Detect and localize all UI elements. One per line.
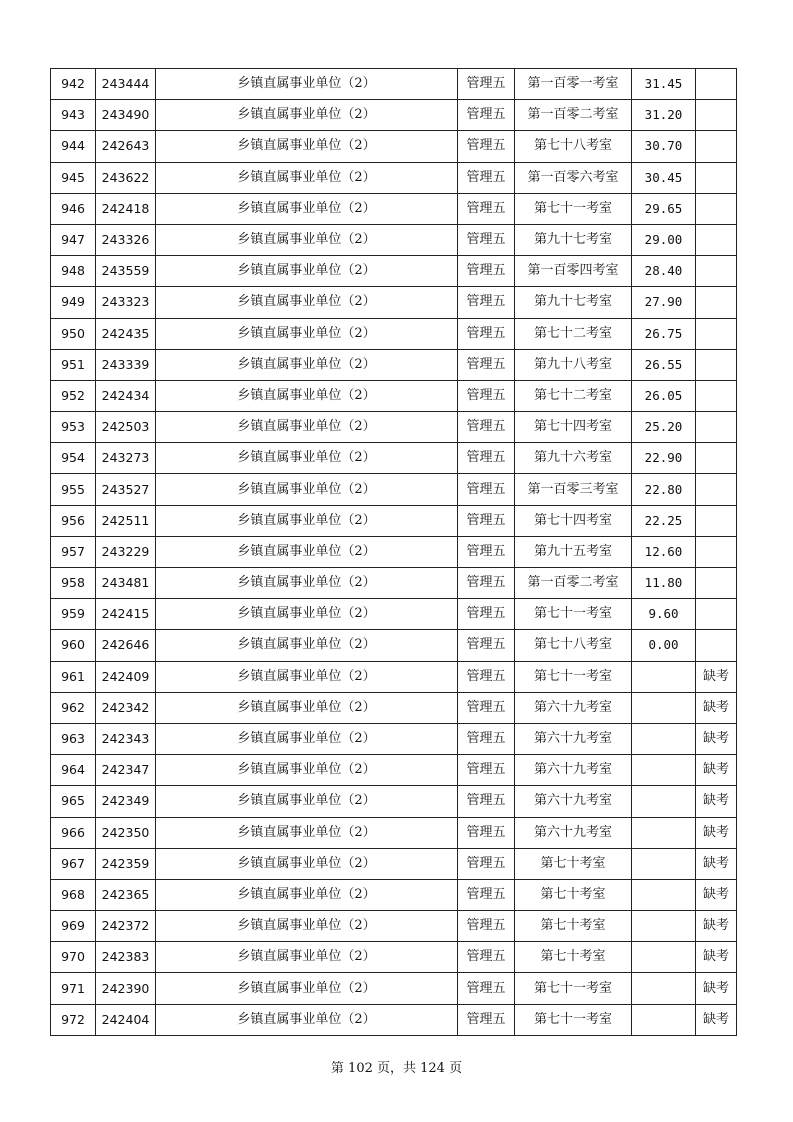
- exam-id-cell: 242434: [96, 380, 156, 411]
- note-cell: 缺考: [696, 911, 737, 942]
- exam-id-cell: 243444: [96, 69, 156, 100]
- note-cell: [696, 318, 737, 349]
- exam-id-cell: 243622: [96, 162, 156, 193]
- seq-cell: 950: [51, 318, 96, 349]
- unit-cell: 乡镇直属事业单位（2）: [156, 630, 458, 661]
- score-cell: 26.75: [632, 318, 696, 349]
- table-row: [51, 131, 737, 162]
- score-cell: 22.90: [632, 443, 696, 474]
- score-cell: [632, 879, 696, 910]
- room-cell: 第六十九考室: [515, 723, 632, 754]
- post-cell: 管理五: [458, 755, 515, 786]
- exam-id-cell: 242503: [96, 412, 156, 443]
- table-row: [51, 973, 737, 1004]
- room-cell: 第六十九考室: [515, 817, 632, 848]
- seq-cell: 944: [51, 131, 96, 162]
- note-cell: [696, 193, 737, 224]
- exam-id-cell: 243229: [96, 536, 156, 567]
- exam-id-cell: 242347: [96, 755, 156, 786]
- seq-cell: 946: [51, 193, 96, 224]
- table-row: [51, 443, 737, 474]
- score-cell: [632, 692, 696, 723]
- room-cell: 第七十一考室: [515, 661, 632, 692]
- seq-cell: 962: [51, 692, 96, 723]
- unit-cell: 乡镇直属事业单位（2）: [156, 942, 458, 973]
- seq-cell: 942: [51, 69, 96, 100]
- exam-id-cell: 242359: [96, 848, 156, 879]
- table-row: [51, 100, 737, 131]
- room-cell: 第七十一考室: [515, 193, 632, 224]
- unit-cell: 乡镇直属事业单位（2）: [156, 661, 458, 692]
- score-cell: [632, 911, 696, 942]
- score-cell: 12.60: [632, 536, 696, 567]
- post-cell: 管理五: [458, 599, 515, 630]
- unit-cell: 乡镇直属事业单位（2）: [156, 69, 458, 100]
- note-cell: [696, 287, 737, 318]
- score-cell: 25.20: [632, 412, 696, 443]
- table-row: [51, 942, 737, 973]
- unit-cell: 乡镇直属事业单位（2）: [156, 1004, 458, 1035]
- unit-cell: 乡镇直属事业单位（2）: [156, 131, 458, 162]
- exam-id-cell: 243323: [96, 287, 156, 318]
- exam-id-cell: 242342: [96, 692, 156, 723]
- seq-cell: 967: [51, 848, 96, 879]
- unit-cell: 乡镇直属事业单位（2）: [156, 817, 458, 848]
- score-cell: 29.65: [632, 193, 696, 224]
- post-cell: 管理五: [458, 193, 515, 224]
- table-row: [51, 568, 737, 599]
- unit-cell: 乡镇直属事业单位（2）: [156, 443, 458, 474]
- room-cell: 第一百零四考室: [515, 256, 632, 287]
- room-cell: 第九十五考室: [515, 536, 632, 567]
- score-cell: 22.80: [632, 474, 696, 505]
- table-row: [51, 817, 737, 848]
- exam-id-cell: 242418: [96, 193, 156, 224]
- post-cell: 管理五: [458, 973, 515, 1004]
- table-row: [51, 162, 737, 193]
- post-cell: 管理五: [458, 287, 515, 318]
- note-cell: 缺考: [696, 661, 737, 692]
- post-cell: 管理五: [458, 630, 515, 661]
- exam-id-cell: 242646: [96, 630, 156, 661]
- note-cell: [696, 224, 737, 255]
- seq-cell: 957: [51, 536, 96, 567]
- unit-cell: 乡镇直属事业单位（2）: [156, 911, 458, 942]
- unit-cell: 乡镇直属事业单位（2）: [156, 568, 458, 599]
- table-row: [51, 1004, 737, 1035]
- exam-id-cell: 243527: [96, 474, 156, 505]
- unit-cell: 乡镇直属事业单位（2）: [156, 193, 458, 224]
- exam-id-cell: 242349: [96, 786, 156, 817]
- exam-id-cell: 243490: [96, 100, 156, 131]
- seq-cell: 965: [51, 786, 96, 817]
- unit-cell: 乡镇直属事业单位（2）: [156, 287, 458, 318]
- score-cell: 22.25: [632, 505, 696, 536]
- room-cell: 第七十考室: [515, 942, 632, 973]
- room-cell: 第一百零二考室: [515, 568, 632, 599]
- exam-id-cell: 242643: [96, 131, 156, 162]
- seq-cell: 945: [51, 162, 96, 193]
- post-cell: 管理五: [458, 474, 515, 505]
- note-cell: 缺考: [696, 848, 737, 879]
- seq-cell: 953: [51, 412, 96, 443]
- score-cell: 30.70: [632, 131, 696, 162]
- seq-cell: 955: [51, 474, 96, 505]
- room-cell: 第九十七考室: [515, 287, 632, 318]
- unit-cell: 乡镇直属事业单位（2）: [156, 349, 458, 380]
- note-cell: [696, 568, 737, 599]
- exam-id-cell: 242383: [96, 942, 156, 973]
- seq-cell: 972: [51, 1004, 96, 1035]
- score-cell: [632, 1004, 696, 1035]
- unit-cell: 乡镇直属事业单位（2）: [156, 879, 458, 910]
- score-cell: 11.80: [632, 568, 696, 599]
- unit-cell: 乡镇直属事业单位（2）: [156, 723, 458, 754]
- room-cell: 第一百零三考室: [515, 474, 632, 505]
- exam-id-cell: 242365: [96, 879, 156, 910]
- seq-cell: 968: [51, 879, 96, 910]
- note-cell: 缺考: [696, 817, 737, 848]
- note-cell: [696, 599, 737, 630]
- table-row: [51, 755, 737, 786]
- note-cell: 缺考: [696, 692, 737, 723]
- note-cell: 缺考: [696, 755, 737, 786]
- unit-cell: 乡镇直属事业单位（2）: [156, 162, 458, 193]
- exam-id-cell: 242372: [96, 911, 156, 942]
- room-cell: 第七十四考室: [515, 505, 632, 536]
- results-table-body: [51, 69, 737, 1036]
- table-row: [51, 692, 737, 723]
- room-cell: 第七十一考室: [515, 1004, 632, 1035]
- score-cell: 31.45: [632, 69, 696, 100]
- note-cell: [696, 443, 737, 474]
- post-cell: 管理五: [458, 817, 515, 848]
- page-footer: 第 102 页，共 124 页: [330, 1061, 463, 1076]
- unit-cell: 乡镇直属事业单位（2）: [156, 786, 458, 817]
- seq-cell: 951: [51, 349, 96, 380]
- table-row: [51, 723, 737, 754]
- table-row: [51, 380, 737, 411]
- post-cell: 管理五: [458, 1004, 515, 1035]
- exam-id-cell: 242415: [96, 599, 156, 630]
- seq-cell: 954: [51, 443, 96, 474]
- unit-cell: 乡镇直属事业单位（2）: [156, 599, 458, 630]
- note-cell: [696, 100, 737, 131]
- seq-cell: 943: [51, 100, 96, 131]
- post-cell: 管理五: [458, 100, 515, 131]
- score-cell: 28.40: [632, 256, 696, 287]
- table-row: [51, 412, 737, 443]
- results-table: [50, 68, 737, 1036]
- score-cell: [632, 786, 696, 817]
- unit-cell: 乡镇直属事业单位（2）: [156, 755, 458, 786]
- exam-id-cell: 243559: [96, 256, 156, 287]
- room-cell: 第六十九考室: [515, 755, 632, 786]
- seq-cell: 966: [51, 817, 96, 848]
- post-cell: 管理五: [458, 131, 515, 162]
- score-cell: [632, 723, 696, 754]
- post-cell: 管理五: [458, 318, 515, 349]
- exam-id-cell: 243273: [96, 443, 156, 474]
- room-cell: 第六十九考室: [515, 786, 632, 817]
- seq-cell: 959: [51, 599, 96, 630]
- unit-cell: 乡镇直属事业单位（2）: [156, 318, 458, 349]
- room-cell: 第七十二考室: [515, 318, 632, 349]
- exam-id-cell: 243326: [96, 224, 156, 255]
- note-cell: 缺考: [696, 723, 737, 754]
- unit-cell: 乡镇直属事业单位（2）: [156, 412, 458, 443]
- seq-cell: 970: [51, 942, 96, 973]
- note-cell: 缺考: [696, 879, 737, 910]
- table-row: [51, 505, 737, 536]
- exam-id-cell: 242511: [96, 505, 156, 536]
- post-cell: 管理五: [458, 224, 515, 255]
- room-cell: 第七十八考室: [515, 630, 632, 661]
- seq-cell: 963: [51, 723, 96, 754]
- note-cell: [696, 131, 737, 162]
- seq-cell: 952: [51, 380, 96, 411]
- post-cell: 管理五: [458, 443, 515, 474]
- seq-cell: 958: [51, 568, 96, 599]
- room-cell: 第一百零六考室: [515, 162, 632, 193]
- table-row: [51, 911, 737, 942]
- post-cell: 管理五: [458, 723, 515, 754]
- table-row: [51, 69, 737, 100]
- post-cell: 管理五: [458, 911, 515, 942]
- post-cell: 管理五: [458, 568, 515, 599]
- exam-id-cell: 242350: [96, 817, 156, 848]
- room-cell: 第一百零二考室: [515, 100, 632, 131]
- unit-cell: 乡镇直属事业单位（2）: [156, 256, 458, 287]
- table-row: [51, 786, 737, 817]
- unit-cell: 乡镇直属事业单位（2）: [156, 224, 458, 255]
- room-cell: 第七十考室: [515, 848, 632, 879]
- table-row: [51, 287, 737, 318]
- post-cell: 管理五: [458, 692, 515, 723]
- note-cell: [696, 162, 737, 193]
- exam-id-cell: 243339: [96, 349, 156, 380]
- score-cell: 9.60: [632, 599, 696, 630]
- room-cell: 第七十四考室: [515, 412, 632, 443]
- note-cell: [696, 412, 737, 443]
- unit-cell: 乡镇直属事业单位（2）: [156, 505, 458, 536]
- room-cell: 第九十八考室: [515, 349, 632, 380]
- note-cell: 缺考: [696, 942, 737, 973]
- post-cell: 管理五: [458, 786, 515, 817]
- post-cell: 管理五: [458, 661, 515, 692]
- room-cell: 第九十六考室: [515, 443, 632, 474]
- note-cell: [696, 380, 737, 411]
- room-cell: 第七十考室: [515, 911, 632, 942]
- seq-cell: 964: [51, 755, 96, 786]
- table-row: [51, 848, 737, 879]
- note-cell: 缺考: [696, 1004, 737, 1035]
- seq-cell: 947: [51, 224, 96, 255]
- note-cell: [696, 474, 737, 505]
- seq-cell: 969: [51, 911, 96, 942]
- score-cell: 27.90: [632, 287, 696, 318]
- score-cell: 0.00: [632, 630, 696, 661]
- seq-cell: 960: [51, 630, 96, 661]
- table-row: [51, 599, 737, 630]
- score-cell: 31.20: [632, 100, 696, 131]
- table-row: [51, 536, 737, 567]
- unit-cell: 乡镇直属事业单位（2）: [156, 100, 458, 131]
- table-row: [51, 630, 737, 661]
- score-cell: 29.00: [632, 224, 696, 255]
- unit-cell: 乡镇直属事业单位（2）: [156, 536, 458, 567]
- room-cell: 第一百零一考室: [515, 69, 632, 100]
- post-cell: 管理五: [458, 879, 515, 910]
- room-cell: 第六十九考室: [515, 692, 632, 723]
- unit-cell: 乡镇直属事业单位（2）: [156, 474, 458, 505]
- post-cell: 管理五: [458, 256, 515, 287]
- room-cell: 第七十八考室: [515, 131, 632, 162]
- post-cell: 管理五: [458, 412, 515, 443]
- table-row: [51, 318, 737, 349]
- unit-cell: 乡镇直属事业单位（2）: [156, 848, 458, 879]
- seq-cell: 971: [51, 973, 96, 1004]
- room-cell: 第七十考室: [515, 879, 632, 910]
- post-cell: 管理五: [458, 536, 515, 567]
- score-cell: 26.55: [632, 349, 696, 380]
- post-cell: 管理五: [458, 162, 515, 193]
- unit-cell: 乡镇直属事业单位（2）: [156, 973, 458, 1004]
- post-cell: 管理五: [458, 942, 515, 973]
- table-row: [51, 193, 737, 224]
- seq-cell: 948: [51, 256, 96, 287]
- table-row: [51, 224, 737, 255]
- table-row: [51, 349, 737, 380]
- table-row: [51, 256, 737, 287]
- exam-id-cell: 242343: [96, 723, 156, 754]
- post-cell: 管理五: [458, 848, 515, 879]
- note-cell: 缺考: [696, 786, 737, 817]
- post-cell: 管理五: [458, 349, 515, 380]
- exam-id-cell: 242435: [96, 318, 156, 349]
- seq-cell: 956: [51, 505, 96, 536]
- room-cell: 第七十二考室: [515, 380, 632, 411]
- table-row: [51, 474, 737, 505]
- score-cell: [632, 661, 696, 692]
- post-cell: 管理五: [458, 505, 515, 536]
- score-cell: [632, 942, 696, 973]
- room-cell: 第七十一考室: [515, 599, 632, 630]
- room-cell: 第九十七考室: [515, 224, 632, 255]
- score-cell: [632, 973, 696, 1004]
- score-cell: [632, 755, 696, 786]
- exam-id-cell: 242404: [96, 1004, 156, 1035]
- note-cell: [696, 349, 737, 380]
- score-cell: [632, 848, 696, 879]
- score-cell: 30.45: [632, 162, 696, 193]
- score-cell: [632, 817, 696, 848]
- note-cell: [696, 256, 737, 287]
- unit-cell: 乡镇直属事业单位（2）: [156, 692, 458, 723]
- post-cell: 管理五: [458, 380, 515, 411]
- unit-cell: 乡镇直属事业单位（2）: [156, 380, 458, 411]
- post-cell: 管理五: [458, 69, 515, 100]
- note-cell: [696, 505, 737, 536]
- note-cell: [696, 630, 737, 661]
- note-cell: [696, 536, 737, 567]
- note-cell: [696, 69, 737, 100]
- exam-id-cell: 243481: [96, 568, 156, 599]
- exam-id-cell: 242390: [96, 973, 156, 1004]
- seq-cell: 961: [51, 661, 96, 692]
- exam-id-cell: 242409: [96, 661, 156, 692]
- table-row: [51, 879, 737, 910]
- score-cell: 26.05: [632, 380, 696, 411]
- room-cell: 第七十一考室: [515, 973, 632, 1004]
- seq-cell: 949: [51, 287, 96, 318]
- note-cell: 缺考: [696, 973, 737, 1004]
- table-row: [51, 661, 737, 692]
